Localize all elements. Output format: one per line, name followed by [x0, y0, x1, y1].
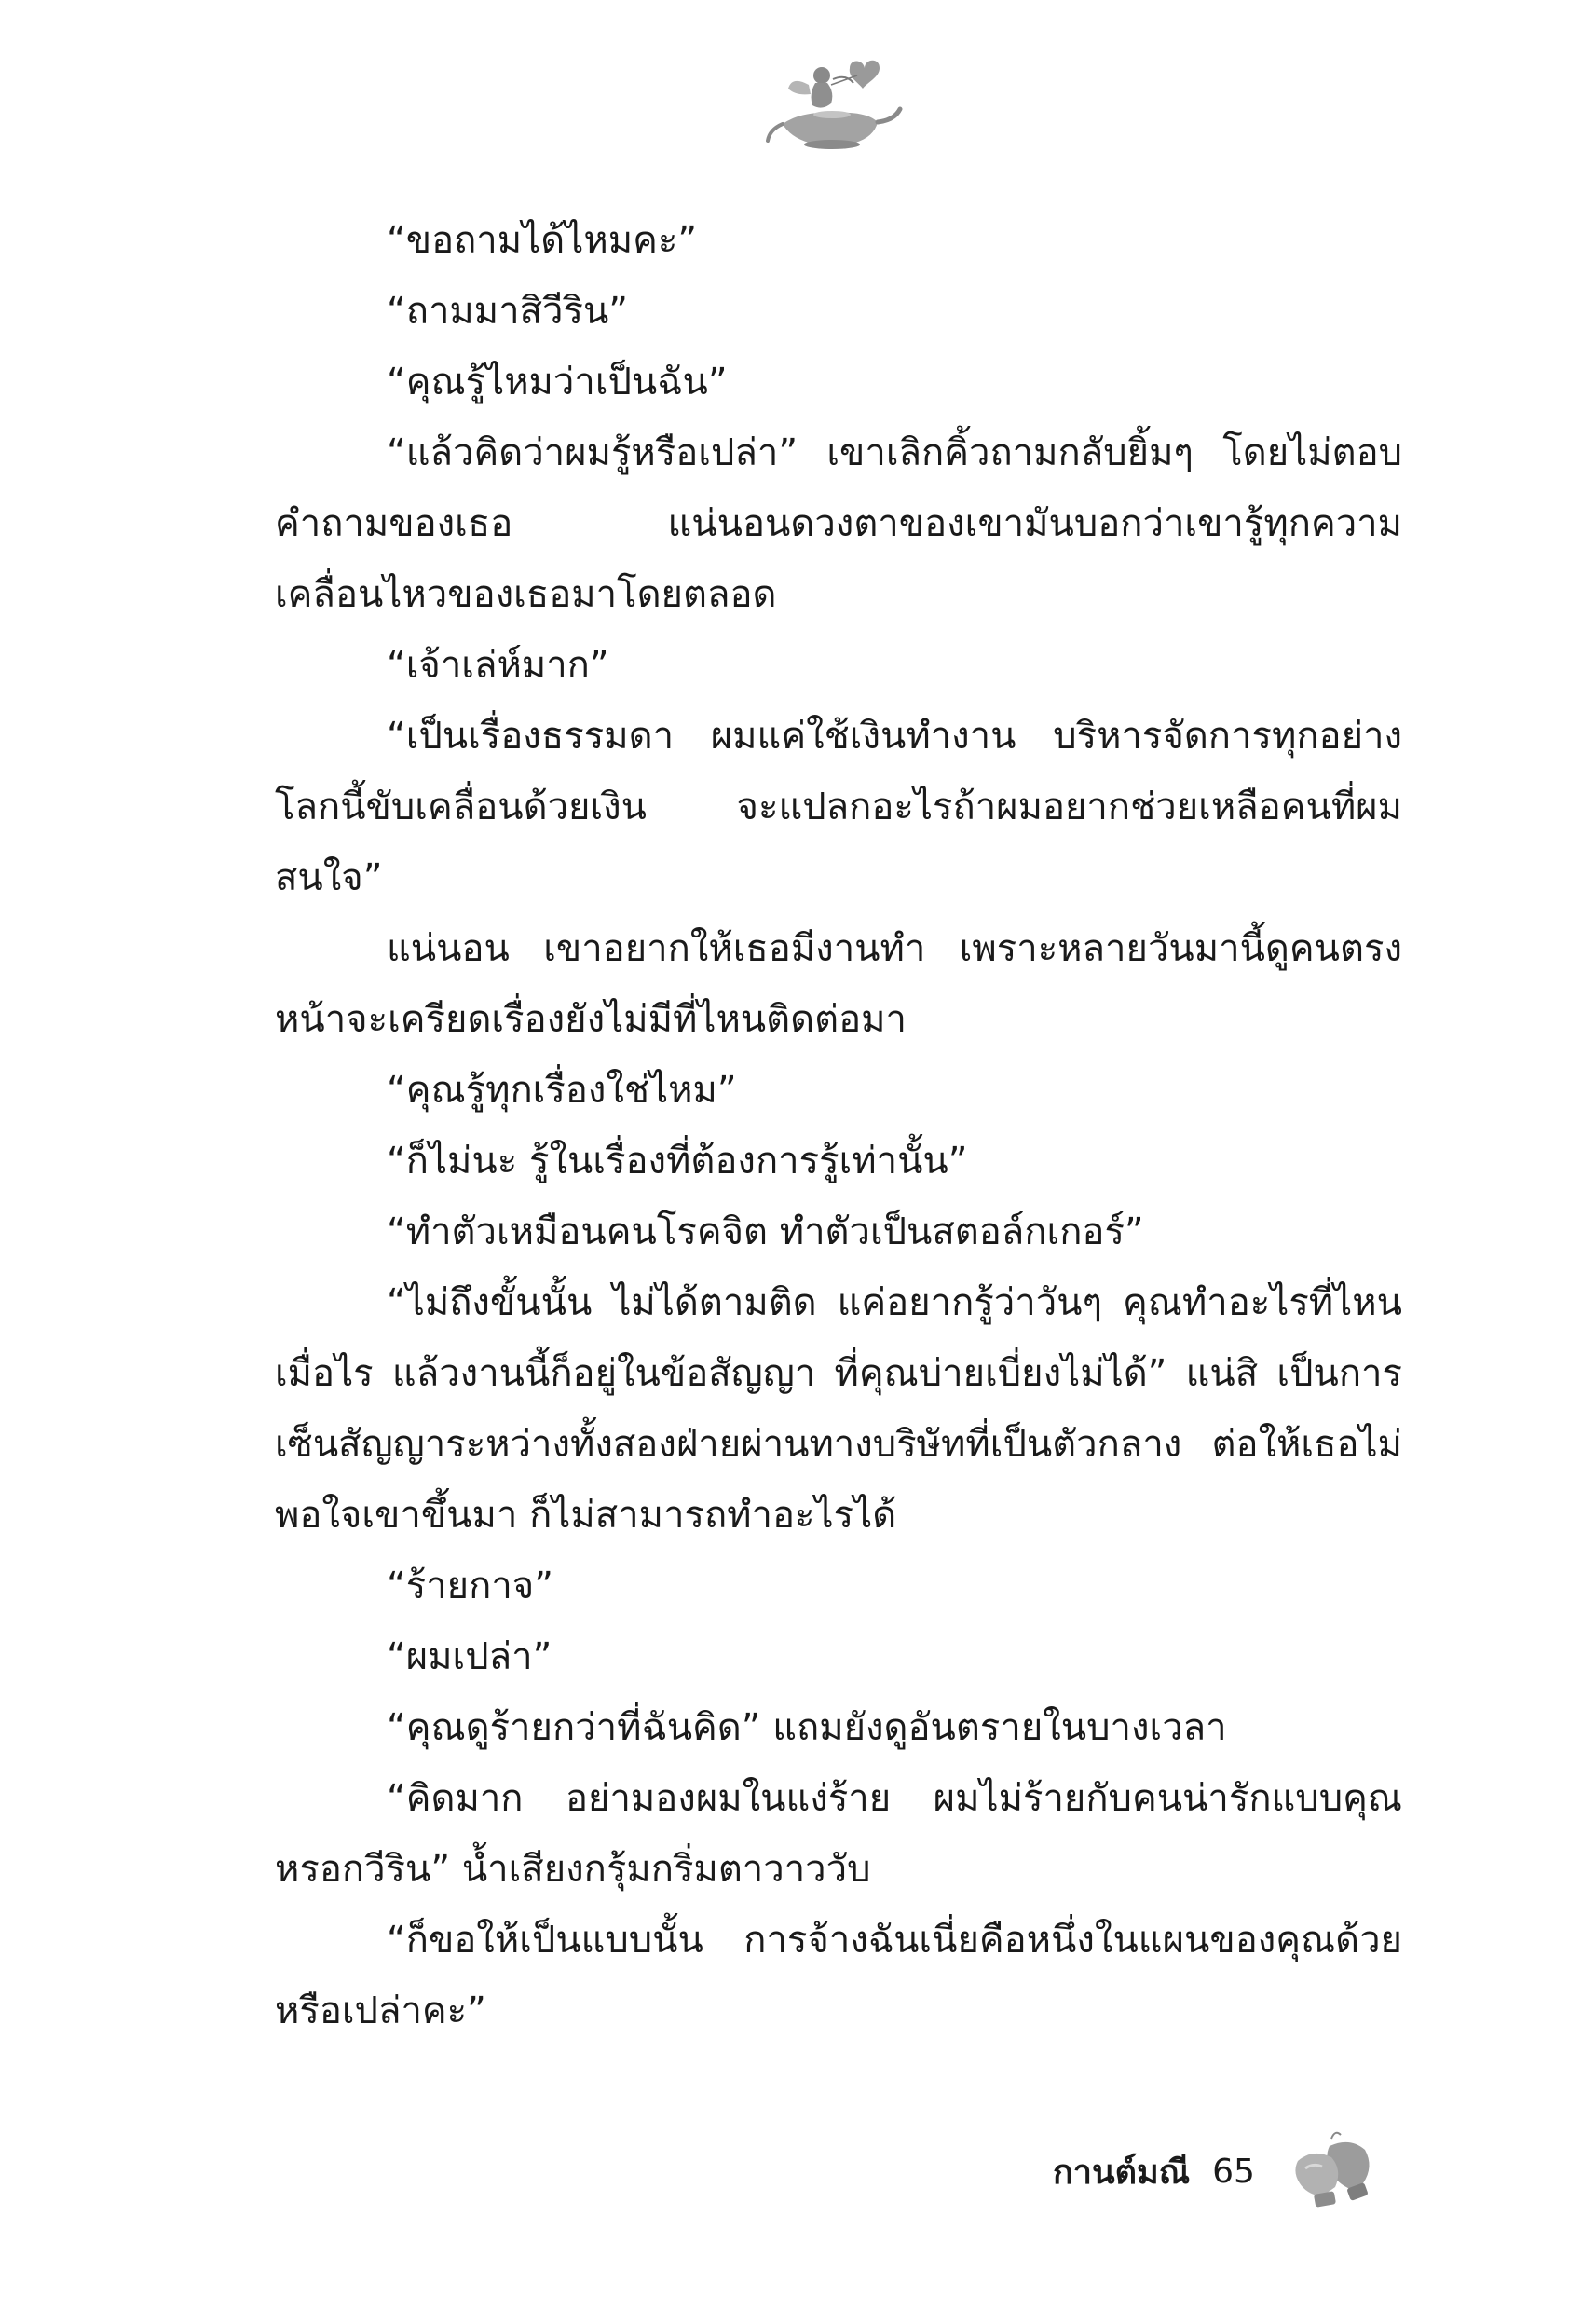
paragraph: “เจ้าเล่ห์มาก” — [387, 644, 609, 687]
paragraph: “ขอถามได้ไหมคะ” — [387, 219, 698, 262]
cupid-teapot-icon — [764, 51, 904, 163]
body-text — [275, 205, 1402, 2046]
paragraph: “ผมเปล่า” — [387, 1635, 552, 1678]
paragraph: “ก็ไม่นะ รู้ในเรื่องที่ต้องการรู้เท่านั้น” — [387, 1140, 968, 1183]
book-title: กานต์มณี — [1053, 2153, 1191, 2192]
paragraph: “เป็นเรื่องธรรมดา ผมแค่ใช้เงินทำงาน บริหารจัดการทุกอย่าง โลกนี้ขับเคลื่อนด้วยเงิน จะแปลกอะไรถ้าผมอยากช่วยเหลือคนที่ผมสนใจ” — [275, 715, 1402, 899]
paragraph: “แล้วคิดว่าผมรู้หรือเปล่า” เขาเลิกคิ้วถามกลับยิ้มๆ โดยไม่ตอบคำถามของเธอ แน่นอนดวงตาของเขามันบอกว่าเขารู้ทุกความเคลื่อนไหวของเธอมาโดยตลอด — [275, 431, 1402, 616]
paragraph: “คุณดูร้ายกว่าที่ฉันคิด” แถมยังดูอันตรายในบางเวลา — [387, 1706, 1227, 1749]
paragraph: “ร้ายกาจ” — [387, 1565, 553, 1607]
paragraph: “ถามมาสิวีริน” — [387, 290, 629, 333]
paragraph: “คุณรู้ทุกเรื่องใช่ไหม” — [387, 1069, 737, 1112]
paragraph: “ทำตัวเหมือนคนโรคจิต ทำตัวเป็นสตอล์กเกอร์” — [387, 1210, 1144, 1253]
paragraph: แน่นอน เขาอยากให้เธอมีงานทำ เพราะหลายวันมานี้ดูคนตรงหน้าจะเครียดเรื่องยังไม่มีที่ไหนติดต่อมา — [275, 927, 1402, 1041]
paragraph: “ไม่ถึงขั้นนั้น ไม่ได้ตามติด แค่อยากรู้ว่าวันๆ คุณทำอะไรที่ไหน เมื่อไร แล้วงานนี้ก็อยู่ในข้อสัญญา ที่คุณบ่ายเบี่ยงไม่ได้” แน่สิ เป็นการเซ็นสัญญาระหว่างทั้งสองฝ่ายผ่านทางบริษัทที่เป็นตัวกลาง ต่อให้เธอไม่พอใจเขาขึ้นมา ก็ไม่สามารถทำอะไรได้ — [275, 1281, 1402, 1537]
paragraph: “คิดมาก อย่ามองผมในแง่ร้าย ผมไม่ร้ายกับคนน่ารักแบบคุณหรอกวีริน” น้ำเสียงกรุ้มกริ่มตาวาววับ — [275, 1777, 1402, 1891]
boxing-gloves-icon — [1285, 2129, 1378, 2213]
page-footer — [1053, 2139, 1378, 2204]
page-number: 65 — [1212, 2152, 1255, 2191]
paragraph: “ก็ขอให้เป็นแบบนั้น การจ้างฉันเนี่ยคือหนึ่งในแผนของคุณด้วยหรือเปล่าคะ” — [275, 1919, 1402, 2032]
paragraph: “คุณรู้ไหมว่าเป็นฉัน” — [387, 361, 728, 403]
